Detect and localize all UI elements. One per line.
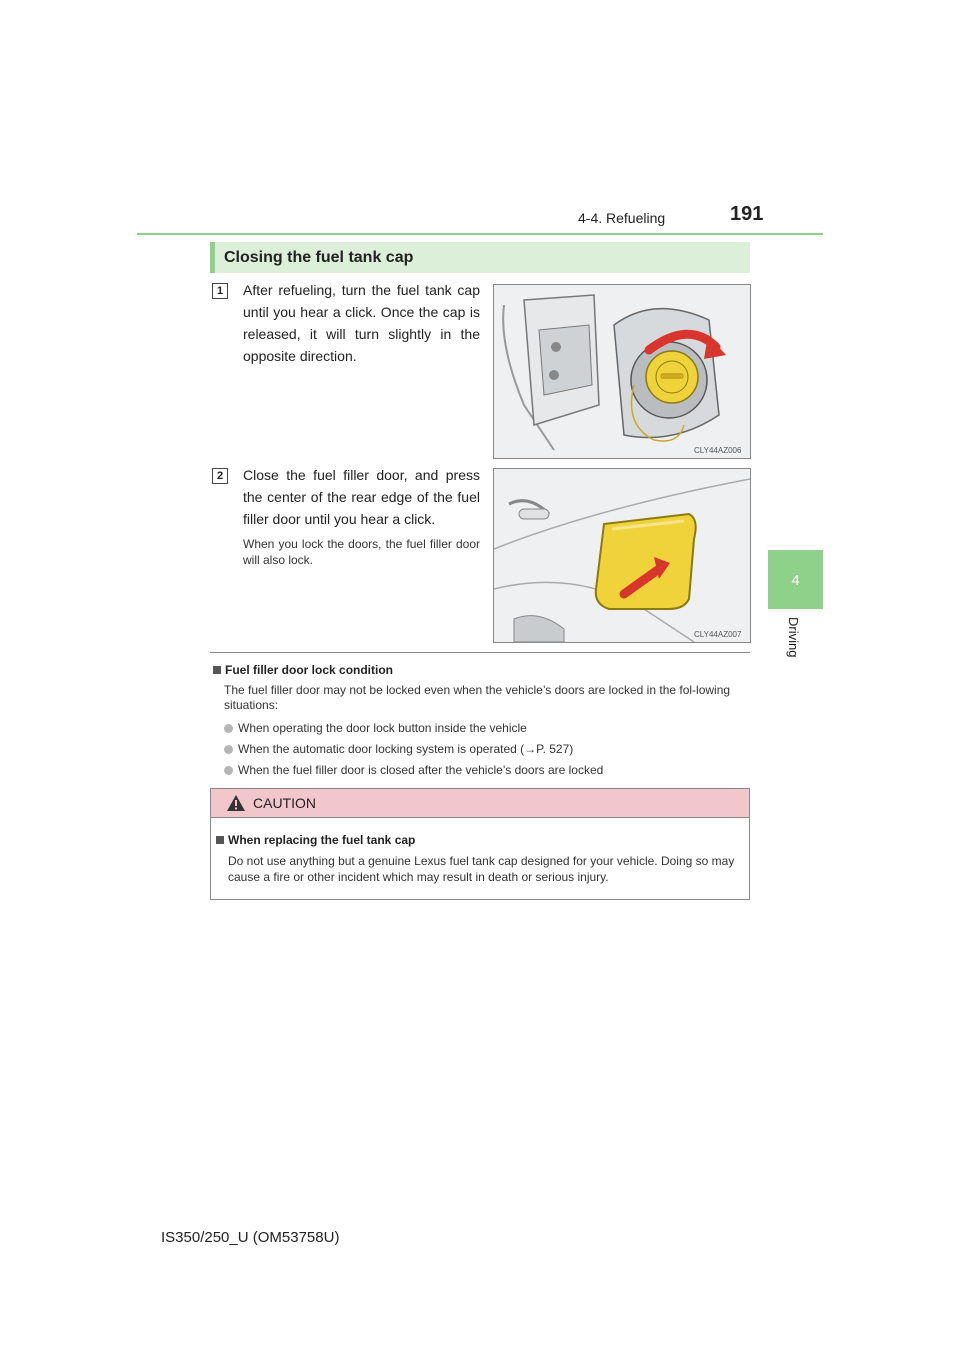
caution-heading: When replacing the fuel tank cap — [216, 833, 415, 847]
bullet-dot-icon — [224, 724, 233, 733]
bullet-item: When the automatic door locking system is operated (→P. 527) — [224, 742, 573, 756]
square-bullet-icon — [216, 836, 224, 844]
fuel-cap-illustration — [493, 284, 751, 459]
square-bullet-icon — [213, 666, 221, 674]
chapter-number: 4 — [791, 572, 800, 589]
chapter-label: Driving — [786, 617, 801, 658]
bullet-item: When the fuel filler door is closed after the vehicle’s doors are locked — [224, 763, 603, 777]
note-heading: Fuel filler door lock condition — [213, 663, 393, 677]
step-2-note: When you lock the doors, the fuel filler door will also lock. — [243, 537, 480, 567]
bullet-dot-icon — [224, 766, 233, 775]
section-title: Closing the fuel tank cap — [224, 249, 414, 266]
section-bottom-rule — [210, 652, 750, 653]
caution-body: Do not use anything but a genuine Lexus fuel tank cap designed for your vehicle. Doing so may cause a fire or other incident which may result in death or serious injury. — [228, 854, 735, 884]
bullet-dot-icon — [224, 745, 233, 754]
page-number: 191 — [730, 203, 764, 225]
image-code-1: CLY44AZ006 — [694, 446, 742, 455]
step-number-1: 1 — [212, 283, 228, 299]
fuel-door-drawing — [494, 469, 750, 642]
header-rule — [137, 233, 823, 235]
chapter-tab-line — [768, 608, 823, 609]
note-body: The fuel filler door may not be locked even when the vehicle’s doors are locked in the fol-lowing situations: — [224, 683, 731, 712]
bullet-item: When operating the door lock button inside the vehicle — [224, 721, 527, 735]
section-header: 4-4. Refueling — [578, 210, 666, 226]
image-code-2: CLY44AZ007 — [694, 630, 742, 639]
fuel-cap-drawing — [494, 285, 750, 458]
footer-model: IS350/250_U (OM53758U) — [161, 1229, 340, 1246]
caution-title: CAUTION — [253, 795, 316, 811]
step-1-text: After refueling, turn the fuel tank cap until you hear a click. Once the cap is released, it will turn slightly in the opposite direction. — [243, 282, 480, 364]
warning-triangle-icon — [226, 794, 246, 812]
fuel-door-illustration — [493, 468, 751, 643]
step-number-2: 2 — [212, 468, 228, 484]
step-2-text: Close the fuel filler door, and press the center of the rear edge of the fuel filler door until you hear a click. — [243, 467, 480, 527]
